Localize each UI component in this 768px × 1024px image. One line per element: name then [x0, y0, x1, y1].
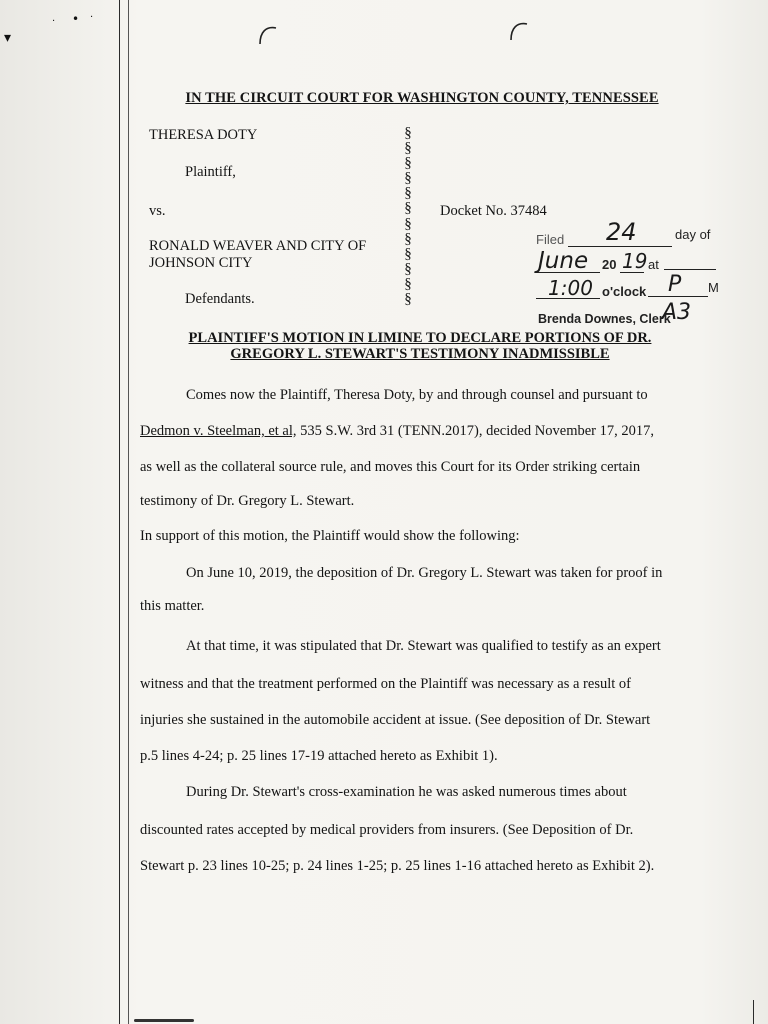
stamp-filed-label: Filed: [536, 232, 565, 247]
stamp-m-label: M: [708, 280, 719, 295]
stamp-day-of-label: day of: [675, 227, 711, 242]
handwritten-day: 24: [606, 218, 637, 246]
body-line: testimony of Dr. Gregory L. Stewart.: [140, 493, 355, 509]
section-symbol: §: [404, 260, 412, 277]
court-title: IN THE CIRCUIT COURT FOR WASHINGTON COUNTY, TENNESSEE: [185, 90, 659, 106]
scan-edge-smudge: [134, 1019, 194, 1022]
scan-speck-mark: ·: [90, 12, 94, 23]
body-line: Stewart p. 23 lines 10-25; p. 24 lines 1-25; p. 25 lines 1-16 attached hereto as Exhibit 2).: [140, 858, 655, 874]
defendants-name-line2: JOHNSON CITY: [149, 255, 253, 271]
handwritten-ampm: P: [668, 272, 682, 297]
punch-mark-right: [507, 20, 529, 42]
plaintiff-name: THERESA DOTY: [149, 127, 258, 143]
body-line: Comes now the Plaintiff, Theresa Doty, by and through counsel and pursuant to: [186, 387, 648, 403]
stamp-oclock-label: o'clock: [602, 284, 647, 299]
body-line: During Dr. Stewart's cross-examination he was asked numerous times about: [186, 784, 627, 800]
motion-title: [160, 330, 680, 362]
binder-line-left: [119, 0, 120, 1024]
body-line: In support of this motion, the Plaintiff would show the following:: [140, 528, 520, 544]
section-symbol: §: [404, 245, 412, 262]
versus-label: vs.: [149, 203, 166, 219]
handwritten-year: 19: [622, 249, 648, 273]
filing-stamp: [536, 218, 736, 332]
section-symbol: §: [404, 200, 412, 217]
defendants-name-line1: RONALD WEAVER AND CITY OF: [149, 238, 367, 254]
section-symbol-column: [398, 126, 418, 307]
case-citation-rest: 535 S.W. 3rd 31 (TENN.2017), decided November 17, 2017,: [296, 423, 654, 439]
section-symbol: §: [404, 155, 412, 172]
body-line: injuries she sustained in the automobile accident at issue. (See deposition of Dr. Stewart: [140, 712, 651, 728]
body-line: discounted rates accepted by medical providers from insurers. (See Deposition of Dr.: [140, 822, 634, 838]
scan-speck-mark: ▾: [4, 30, 12, 46]
stamp-at-label: at: [648, 257, 659, 272]
section-symbol: §: [404, 125, 412, 141]
handwritten-time: 1:00: [548, 276, 593, 300]
case-citation: Dedmon v. Steelman, et al,: [140, 423, 297, 439]
body-line: On June 10, 2019, the deposition of Dr. Gregory L. Stewart was taken for proof in: [186, 565, 663, 581]
body-line: At that time, it was stipulated that Dr. Stewart was qualified to testify as an expert: [186, 638, 661, 654]
motion-title-line2: GREGORY L. STEWART'S TESTIMONY INADMISSIBLE: [230, 346, 610, 362]
plaintiff-label: Plaintiff,: [185, 164, 236, 180]
defendants-label: Defendants.: [185, 291, 255, 307]
scan-speck-mark: •: [72, 12, 80, 26]
body-line: as well as the collateral source rule, and moves this Court for its Order striking certain: [140, 459, 641, 475]
stamp-day-rule: [568, 246, 672, 247]
handwritten-month: June: [538, 248, 589, 274]
handwritten-initials: A3: [662, 300, 692, 325]
stamp-year-prefix: 20: [602, 257, 617, 272]
punch-mark-left: [256, 24, 278, 46]
section-symbol: §: [404, 185, 412, 202]
section-symbol: §: [404, 140, 412, 157]
body-line: p.5 lines 4-24; p. 25 lines 17-19 attached hereto as Exhibit 1).: [140, 748, 498, 764]
docket-number: Docket No. 37484: [440, 203, 547, 219]
section-symbol: §: [404, 170, 412, 187]
body-line: witness and that the treatment performed on the Plaintiff was necessary as a result of: [140, 676, 631, 692]
stamp-clerk-label: Brenda Downes, Clerk: [538, 312, 671, 326]
body-line: this matter.: [140, 598, 205, 614]
binder-line-right: [128, 0, 129, 1024]
section-symbol: §: [404, 275, 412, 292]
stamp-at-rule: [664, 269, 716, 270]
body-line: [140, 423, 654, 440]
section-symbol: §: [404, 215, 412, 232]
page-edge-right: [753, 1000, 754, 1024]
motion-title-line1: PLAINTIFF'S MOTION IN LIMINE TO DECLARE PORTIONS OF DR.: [188, 330, 652, 346]
section-symbol: §: [404, 230, 412, 247]
scan-speck-mark: ·: [52, 16, 56, 27]
section-symbol: §: [404, 291, 412, 308]
